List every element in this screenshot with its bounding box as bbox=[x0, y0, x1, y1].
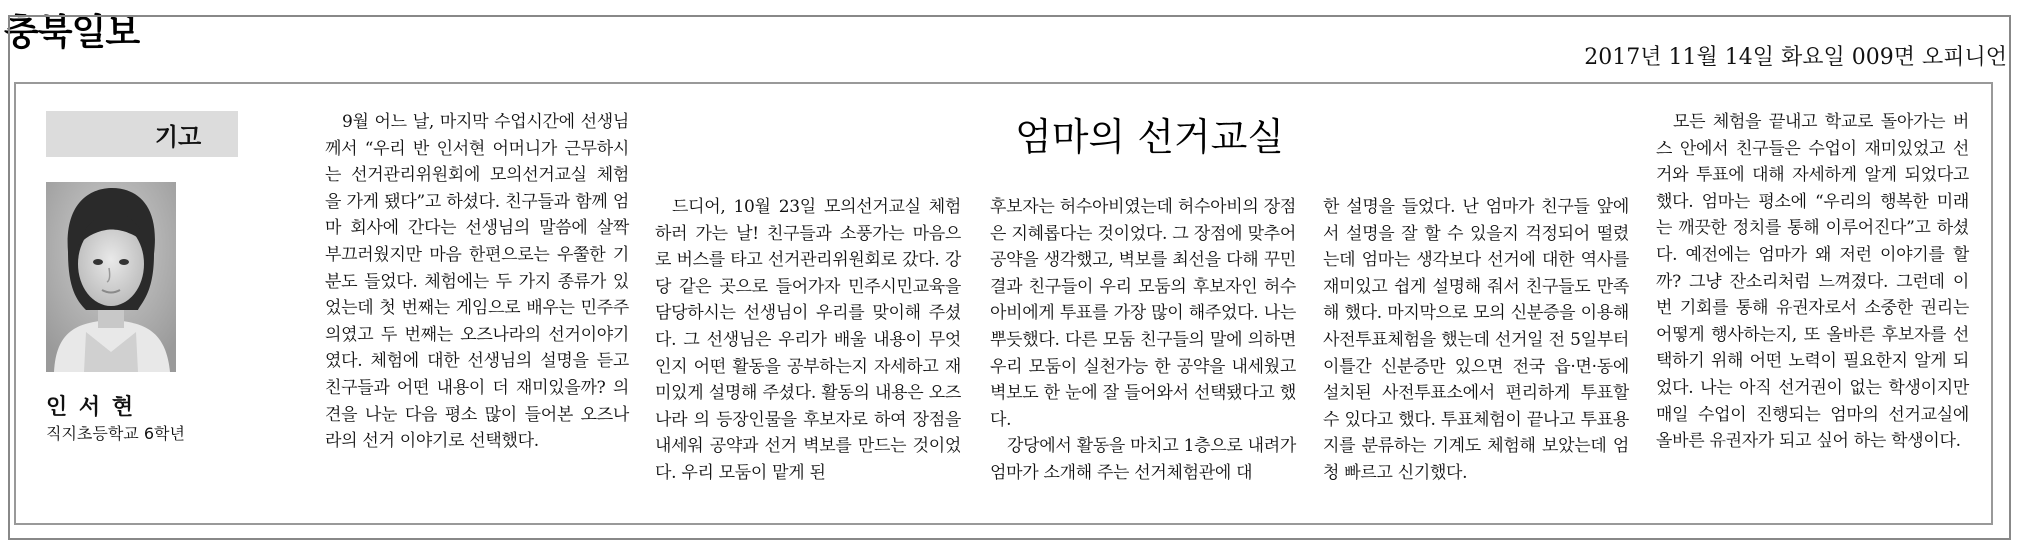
author-photo bbox=[46, 182, 176, 372]
dateline: 2017년 11월 14일 화요일 009면 오피니언 bbox=[1584, 45, 2007, 70]
article-column-4 bbox=[1323, 194, 1629, 487]
newspaper-masthead: 충북일보 bbox=[4, 12, 140, 53]
article-column-3 bbox=[990, 194, 1296, 487]
article-headline: 엄마의 선거교실 bbox=[1015, 115, 1285, 159]
article-column-5 bbox=[1656, 109, 1969, 455]
section-label bbox=[46, 111, 238, 157]
paragraph: 드디어, 10월 23일 모의선거교실 체험하러 가는 날! 친구들과 소풍가는 마음으로 버스를 타고 선거관리위원회로 갔다. 강당 같은 곳으로 들어가자 민주시민교육을 담당하시는 선생님이 우리를 맞이해 주셨다. 그 선생님은 우리가 배울 내용이 무엇인지 어떤 활동을 공부하는지 자세하고 재미있게 설명해 주셨다. 활동의 내용은 오즈나라 의 등장인물을 후보자로 하여 장점을 내세워 공약과 선거 벽보를 만드는 것이었다. 우리 모둠이 맡게 된 bbox=[655, 197, 961, 483]
author-school: 직지초등학교 6학년 bbox=[46, 424, 185, 443]
article-column-1 bbox=[325, 109, 629, 455]
paragraph: 한 설명을 들었다. 난 엄마가 친구들 앞에서 설명을 잘 할 수 있을지 걱정되어 떨렸는데 엄마는 생각보다 선거에 대한 역사를 재미있고 쉽게 설명해 줘서 친구들도 만족해 했다. 마지막으로 모의 신분증을 이용해 사전투표체험을 했는데 선거일 전 5일부터 이틀간 신분증만 있으면 전국 읍·면·동에 설치된 사전투표소에서 편리하게 투표할 수 있다고 했다. 투표체험이 끝나고 투표용지를 분류하는 기계도 체험해 보았는데 엄청 빠르고 신기했다. bbox=[1323, 197, 1629, 483]
author-portrait-image bbox=[46, 182, 176, 372]
section-label-text: 기고 bbox=[154, 122, 202, 151]
article-column-2 bbox=[655, 194, 961, 487]
paragraph: 모든 체험을 끝내고 학교로 돌아가는 버스 안에서 친구들은 수업이 재미있었고 선거와 투표에 대해 자세하게 알게 되었다고 했다. 엄마는 평소에 “우리의 행복한 미래는 깨끗한 정치를 통해 이루어진다”고 하셨다. 예전에는 엄마가 왜 저런 이야기를 할까? 그냥 잔소리처럼 느껴졌다. 그런데 이번 기회를 통해 유권자로서 소중한 권리는 어떻게 행사하는지, 또 올바른 후보자를 선택하기 위해 어떤 노력이 필요한지 알게 되었다. 나는 아직 선거권이 없는 학생이지만 매일 수업이 진행되는 엄마의 선거교실에 올바른 유권자가 되고 싶어 하는 학생이다. bbox=[1656, 112, 1969, 452]
paragraph: 강당에서 활동을 마치고 1층으로 내려가 엄마가 소개해 주는 선거체험관에 대 bbox=[990, 436, 1296, 483]
paragraph: 9월 어느 날, 마지막 수업시간에 선생님께서 “우리 반 인서현 어머니가 근무하시는 선거관리위원회에 모의선거교실 체험을 가게 됐다”고 하셨다. 친구들과 함께 엄마 회사에 간다는 선생님의 말씀에 살짝 부끄러웠지만 마음 한편으로는 우쭐한 기분도 들었다. 체험에는 두 가지 종류가 있었는데 첫 번째는 게임으로 배우는 민주주의였고 두 번째는 오즈나라의 선거이야기 였다. 체험에 대한 선생님의 설명을 듣고 친구들과 어떤 내용이 더 재미있을까? 의견을 나눈 다음 평소 많이 들어본 오즈나라의 선거 이야기로 선택했다. bbox=[325, 112, 629, 452]
paragraph: 후보자는 허수아비였는데 허수아비의 장점은 지혜롭다는 것이었다. 그 장점에 맞추어 공약을 생각했고, 벽보를 최선을 다해 꾸민 결과 친구들이 우리 모둠의 후보자인 허수아비에게 투표를 가장 많이 해주었다. 나는 뿌듯했다. 다른 모둠 친구들의 말에 의하면 우리 모둠이 실천가능 한 공약을 내세웠고 벽보도 한 눈에 잘 들어와서 선택됐다고 했다. bbox=[990, 197, 1296, 430]
author-name: 인 서 현 bbox=[46, 395, 136, 420]
